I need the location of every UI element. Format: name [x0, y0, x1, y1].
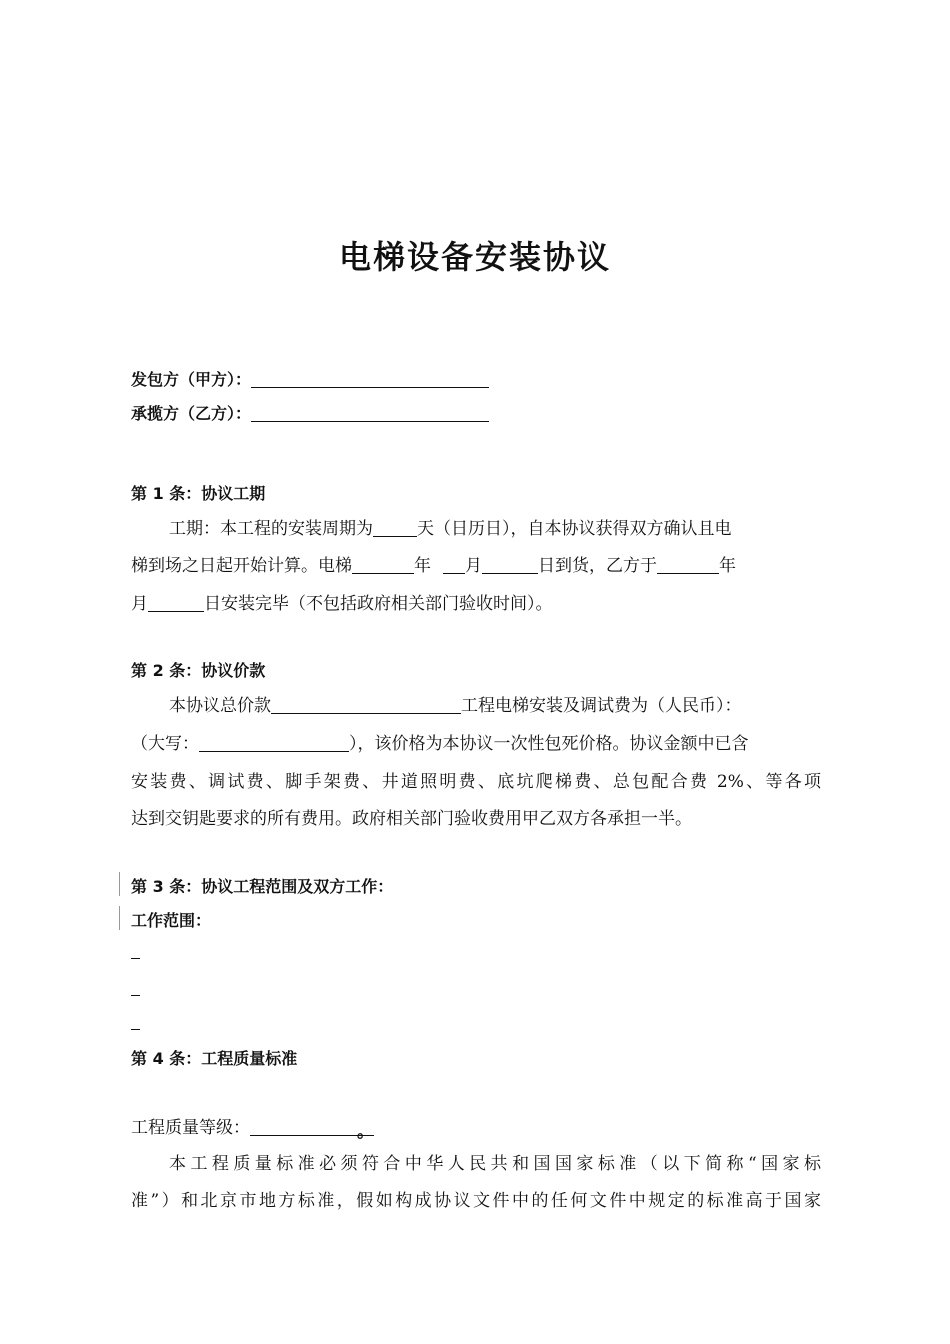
article2-para-line3: 安装费、调试费、脚手架费、井道照明费、底坑爬梯费、总包配合费 2%、等各项	[131, 772, 821, 792]
party-a-line	[131, 367, 821, 390]
article2-para-line4: 达到交钥匙要求的所有费用。政府相关部门验收费用甲乙双方各承担一半。	[131, 809, 692, 829]
quality-grade-blank[interactable]: 。	[250, 1117, 374, 1136]
price-capital-blank[interactable]	[199, 733, 349, 752]
article2-para-line1: 本协议总价款 工程电梯安装及调试费为（人民币）：	[169, 696, 742, 716]
empty-line-marker	[131, 995, 140, 996]
party-a-label: 发包方（甲方）：	[131, 370, 252, 389]
arrival-day-blank[interactable]	[482, 555, 538, 574]
revision-bar	[119, 906, 120, 930]
article1-heading: 第 1 条：协议工期	[131, 484, 266, 503]
period-days-blank[interactable]	[373, 518, 417, 537]
finish-year-blank[interactable]	[657, 555, 719, 574]
article2-heading: 第 2 条：协议价款	[131, 661, 266, 680]
article2-para-line2: （大写： ），该价格为本协议一次性包死价格。协议金额中已含	[131, 734, 749, 754]
empty-line-marker	[131, 1029, 140, 1030]
article4-para-line1: 本工程质量标准必须符合中华人民共和国国家标准（以下简称“国家标	[169, 1154, 821, 1174]
article4-para-line2: 准”）和北京市地方标准，假如构成协议文件中的任何文件中规定的标准高于国家	[131, 1191, 821, 1211]
article3-heading: 第 3 条：协议工程范围及双方工作：	[131, 877, 394, 896]
quality-grade-line: 工程质量等级： 。	[131, 1118, 374, 1142]
total-price-blank[interactable]	[271, 695, 461, 714]
article4-heading: 第 4 条：工程质量标准	[131, 1049, 298, 1068]
document-title: 电梯设备安装协议	[338, 238, 611, 276]
revision-bar	[119, 872, 120, 896]
finish-month-blank[interactable]	[148, 593, 204, 612]
arrival-month-blank[interactable]	[443, 555, 465, 574]
article1-para-line3: 月 日安装完毕（不包括政府相关部门验收时间）。	[131, 594, 553, 614]
party-b-line	[131, 401, 821, 424]
empty-line-marker	[131, 958, 140, 959]
party-a-blank[interactable]	[251, 369, 489, 388]
article1-para-line2: 梯到场之日起开始计算。电梯 年 月 日到货，乙方于 年	[131, 556, 736, 576]
article1-para-line1: 工期：本工程的安装周期为 天（日历日），自本协议获得双方确认且电	[169, 519, 732, 539]
scope-label: 工作范围：	[131, 911, 212, 930]
party-b-label: 承揽方（乙方）：	[131, 404, 252, 423]
party-b-blank[interactable]	[251, 403, 489, 422]
arrival-year-blank[interactable]	[352, 555, 414, 574]
